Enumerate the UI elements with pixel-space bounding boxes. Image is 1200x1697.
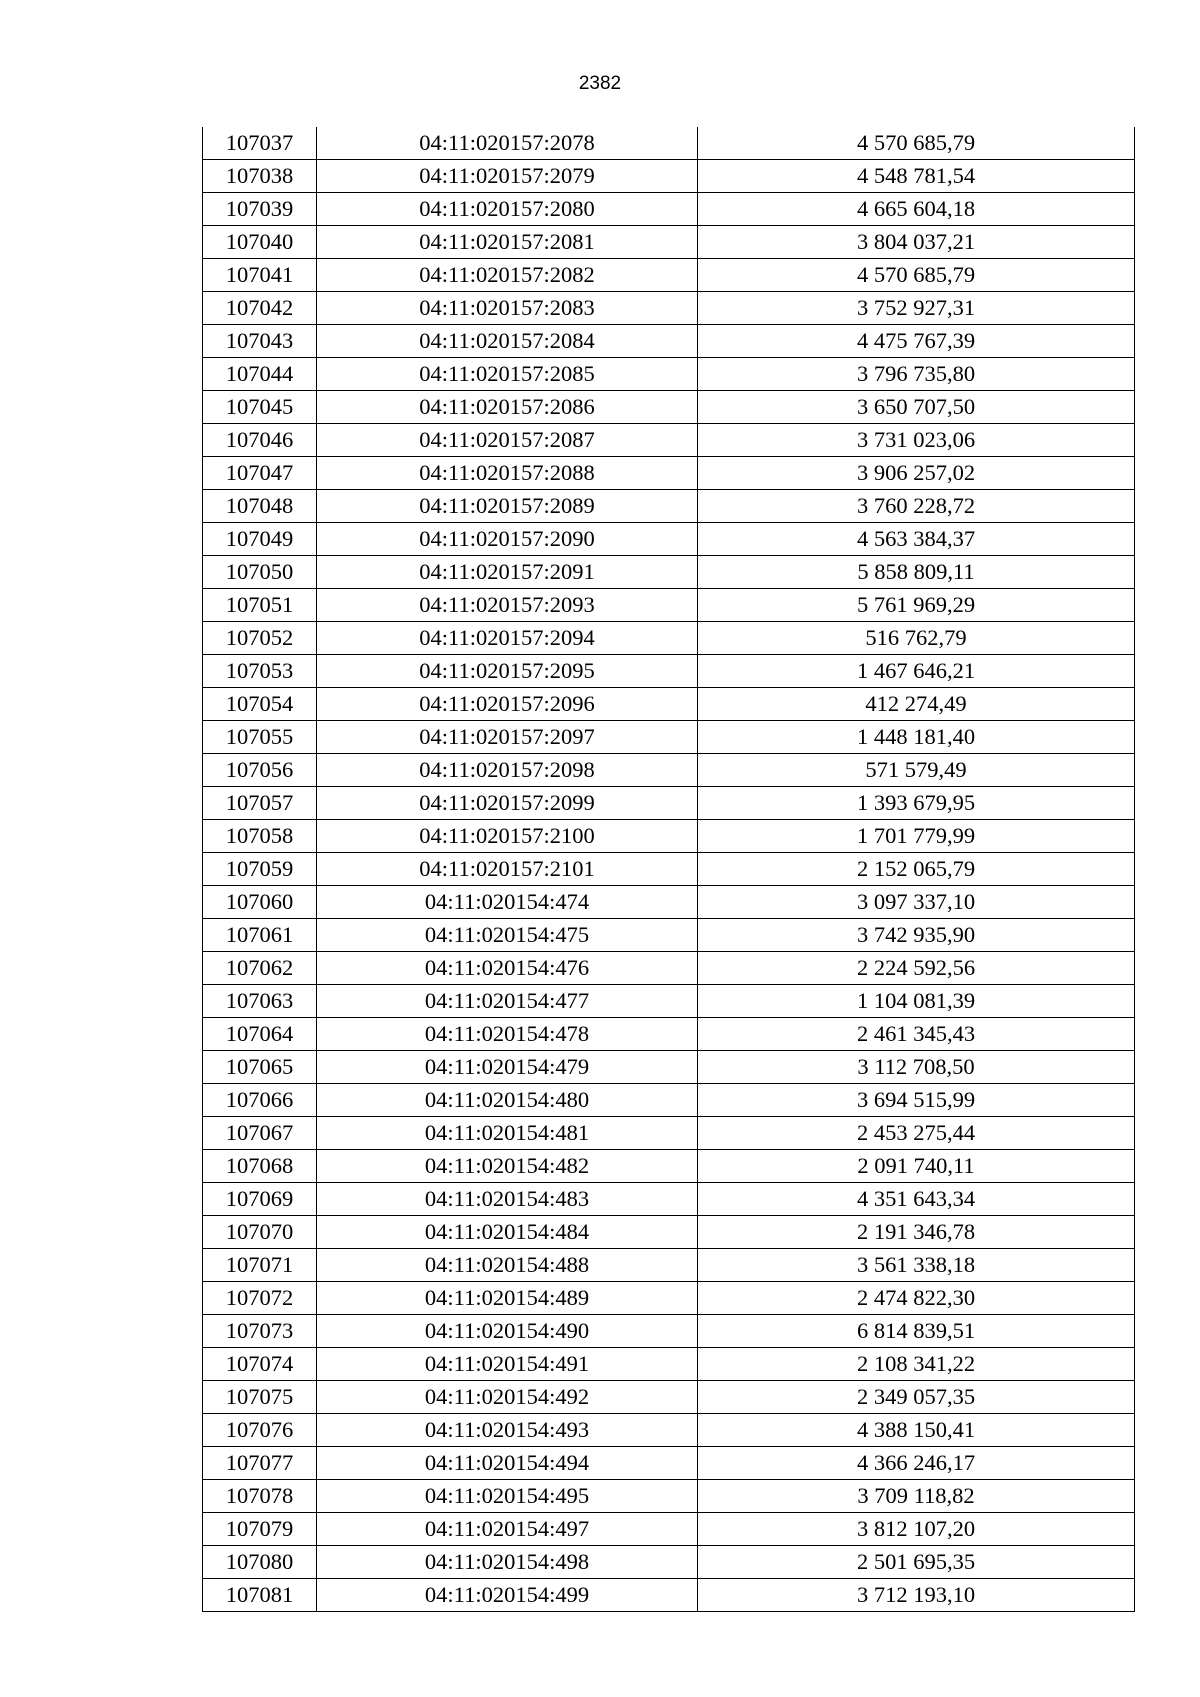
row-number-cell: 107065 (203, 1051, 317, 1084)
cadastral-number-cell: 04:11:020154:495 (317, 1480, 698, 1513)
row-number-cell: 107061 (203, 919, 317, 952)
row-number-cell: 107059 (203, 853, 317, 886)
row-number-cell: 107056 (203, 754, 317, 787)
cadastral-value-cell: 3 097 337,10 (698, 886, 1135, 919)
cadastral-number-cell: 04:11:020154:497 (317, 1513, 698, 1546)
cadastral-value-cell: 2 108 341,22 (698, 1348, 1135, 1381)
cadastral-value-cell: 2 501 695,35 (698, 1546, 1135, 1579)
cadastral-value-cell: 5 761 969,29 (698, 589, 1135, 622)
cadastral-number-cell: 04:11:020154:483 (317, 1183, 698, 1216)
table-row (203, 1381, 1135, 1414)
cadastral-number-cell: 04:11:020154:475 (317, 919, 698, 952)
cadastral-number-cell: 04:11:020157:2085 (317, 358, 698, 391)
row-number-cell: 107068 (203, 1150, 317, 1183)
cadastral-value-cell: 3 906 257,02 (698, 457, 1135, 490)
cadastral-value-cell: 2 453 275,44 (698, 1117, 1135, 1150)
row-number-cell: 107048 (203, 490, 317, 523)
cadastral-value-cell: 3 561 338,18 (698, 1249, 1135, 1282)
cadastral-number-cell: 04:11:020157:2081 (317, 226, 698, 259)
row-number-cell: 107041 (203, 259, 317, 292)
row-number-cell: 107075 (203, 1381, 317, 1414)
cadastral-value-cell: 571 579,49 (698, 754, 1135, 787)
cadastral-value-cell: 3 804 037,21 (698, 226, 1135, 259)
row-number-cell: 107053 (203, 655, 317, 688)
table-row (203, 325, 1135, 358)
cadastral-value-cell: 4 351 643,34 (698, 1183, 1135, 1216)
row-number-cell: 107042 (203, 292, 317, 325)
cadastral-number-cell: 04:11:020157:2098 (317, 754, 698, 787)
row-number-cell: 107060 (203, 886, 317, 919)
table-row (203, 358, 1135, 391)
table-row (203, 1183, 1135, 1216)
row-number-cell: 107070 (203, 1216, 317, 1249)
table-row (203, 754, 1135, 787)
cadastral-number-cell: 04:11:020154:479 (317, 1051, 698, 1084)
table-row (203, 1084, 1135, 1117)
cadastral-value-cell: 6 814 839,51 (698, 1315, 1135, 1348)
cadastral-number-cell: 04:11:020154:493 (317, 1414, 698, 1447)
table-row (203, 127, 1135, 160)
cadastral-number-cell: 04:11:020157:2090 (317, 523, 698, 556)
cadastral-number-cell: 04:11:020154:498 (317, 1546, 698, 1579)
row-number-cell: 107039 (203, 193, 317, 226)
row-number-cell: 107071 (203, 1249, 317, 1282)
row-number-cell: 107078 (203, 1480, 317, 1513)
table-row (203, 391, 1135, 424)
cadastral-value-cell: 1 467 646,21 (698, 655, 1135, 688)
cadastral-number-cell: 04:11:020157:2093 (317, 589, 698, 622)
row-number-cell: 107045 (203, 391, 317, 424)
cadastral-value-cell: 3 752 927,31 (698, 292, 1135, 325)
cadastral-number-cell: 04:11:020157:2091 (317, 556, 698, 589)
table-row (203, 787, 1135, 820)
row-number-cell: 107051 (203, 589, 317, 622)
cadastral-number-cell: 04:11:020157:2079 (317, 160, 698, 193)
cadastral-value-cell: 3 112 708,50 (698, 1051, 1135, 1084)
row-number-cell: 107069 (203, 1183, 317, 1216)
row-number-cell: 107062 (203, 952, 317, 985)
table-row (203, 820, 1135, 853)
row-number-cell: 107050 (203, 556, 317, 589)
cadastral-value-cell: 3 731 023,06 (698, 424, 1135, 457)
cadastral-value-cell: 3 709 118,82 (698, 1480, 1135, 1513)
cadastral-value-cell: 2 474 822,30 (698, 1282, 1135, 1315)
cadastral-number-cell: 04:11:020157:2080 (317, 193, 698, 226)
page-number: 2382 (578, 73, 622, 94)
cadastral-value-cell: 4 665 604,18 (698, 193, 1135, 226)
row-number-cell: 107052 (203, 622, 317, 655)
cadastral-value-cell: 4 570 685,79 (698, 259, 1135, 292)
cadastral-number-cell: 04:11:020154:492 (317, 1381, 698, 1414)
row-number-cell: 107063 (203, 985, 317, 1018)
cadastral-value-cell: 4 388 150,41 (698, 1414, 1135, 1447)
table-row (203, 985, 1135, 1018)
cadastral-value-cell: 2 461 345,43 (698, 1018, 1135, 1051)
cadastral-value-cell: 2 191 346,78 (698, 1216, 1135, 1249)
cadastral-number-cell: 04:11:020154:474 (317, 886, 698, 919)
cadastral-number-cell: 04:11:020157:2083 (317, 292, 698, 325)
cadastral-value-cell: 3 694 515,99 (698, 1084, 1135, 1117)
table-row (203, 193, 1135, 226)
row-number-cell: 107064 (203, 1018, 317, 1051)
row-number-cell: 107055 (203, 721, 317, 754)
row-number-cell: 107047 (203, 457, 317, 490)
table-row (203, 556, 1135, 589)
table-body (203, 127, 1135, 1612)
cadastral-value-cell: 1 448 181,40 (698, 721, 1135, 754)
row-number-cell: 107049 (203, 523, 317, 556)
table-row (203, 160, 1135, 193)
table-row (203, 1414, 1135, 1447)
row-number-cell: 107043 (203, 325, 317, 358)
cadastral-value-cell: 1 104 081,39 (698, 985, 1135, 1018)
table-row (203, 1249, 1135, 1282)
cadastral-number-cell: 04:11:020154:482 (317, 1150, 698, 1183)
cadastral-number-cell: 04:11:020157:2082 (317, 259, 698, 292)
table-row (203, 292, 1135, 325)
cadastral-number-cell: 04:11:020154:478 (317, 1018, 698, 1051)
row-number-cell: 107040 (203, 226, 317, 259)
row-number-cell: 107080 (203, 1546, 317, 1579)
cadastral-number-cell: 04:11:020157:2094 (317, 622, 698, 655)
cadastral-number-cell: 04:11:020157:2078 (317, 127, 698, 160)
table-row (203, 1216, 1135, 1249)
cadastral-number-cell: 04:11:020154:480 (317, 1084, 698, 1117)
cadastral-value-cell: 3 812 107,20 (698, 1513, 1135, 1546)
cadastral-value-cell: 3 742 935,90 (698, 919, 1135, 952)
row-number-cell: 107046 (203, 424, 317, 457)
cadastral-number-cell: 04:11:020154:490 (317, 1315, 698, 1348)
cadastral-value-cell: 1 393 679,95 (698, 787, 1135, 820)
row-number-cell: 107066 (203, 1084, 317, 1117)
cadastral-number-cell: 04:11:020154:491 (317, 1348, 698, 1381)
cadastral-value-table (202, 127, 1135, 1612)
row-number-cell: 107081 (203, 1579, 317, 1612)
table-row (203, 1513, 1135, 1546)
table-row (203, 1018, 1135, 1051)
cadastral-value-cell: 2 091 740,11 (698, 1150, 1135, 1183)
row-number-cell: 107074 (203, 1348, 317, 1381)
row-number-cell: 107076 (203, 1414, 317, 1447)
cadastral-value-cell: 4 366 246,17 (698, 1447, 1135, 1480)
table-row (203, 490, 1135, 523)
table-row (203, 457, 1135, 490)
cadastral-number-cell: 04:11:020154:494 (317, 1447, 698, 1480)
cadastral-number-cell: 04:11:020157:2097 (317, 721, 698, 754)
cadastral-value-cell: 412 274,49 (698, 688, 1135, 721)
table-row (203, 259, 1135, 292)
table-row (203, 1051, 1135, 1084)
table-row (203, 1447, 1135, 1480)
cadastral-number-cell: 04:11:020157:2086 (317, 391, 698, 424)
table-row (203, 721, 1135, 754)
cadastral-number-cell: 04:11:020157:2087 (317, 424, 698, 457)
row-number-cell: 107054 (203, 688, 317, 721)
cadastral-number-cell: 04:11:020154:476 (317, 952, 698, 985)
cadastral-number-cell: 04:11:020157:2084 (317, 325, 698, 358)
cadastral-number-cell: 04:11:020157:2095 (317, 655, 698, 688)
table-row (203, 853, 1135, 886)
cadastral-number-cell: 04:11:020154:484 (317, 1216, 698, 1249)
cadastral-number-cell: 04:11:020157:2096 (317, 688, 698, 721)
cadastral-number-cell: 04:11:020154:481 (317, 1117, 698, 1150)
row-number-cell: 107044 (203, 358, 317, 391)
cadastral-value-cell: 4 475 767,39 (698, 325, 1135, 358)
table-row (203, 1579, 1135, 1612)
cadastral-number-cell: 04:11:020154:488 (317, 1249, 698, 1282)
row-number-cell: 107072 (203, 1282, 317, 1315)
table-row (203, 655, 1135, 688)
table-row (203, 1315, 1135, 1348)
cadastral-value-cell: 4 548 781,54 (698, 160, 1135, 193)
row-number-cell: 107067 (203, 1117, 317, 1150)
table-row (203, 1480, 1135, 1513)
row-number-cell: 107037 (203, 127, 317, 160)
table-row (203, 226, 1135, 259)
row-number-cell: 107058 (203, 820, 317, 853)
cadastral-value-cell: 4 570 685,79 (698, 127, 1135, 160)
cadastral-number-cell: 04:11:020154:477 (317, 985, 698, 1018)
cadastral-number-cell: 04:11:020157:2089 (317, 490, 698, 523)
cadastral-value-cell: 3 650 707,50 (698, 391, 1135, 424)
table-row (203, 919, 1135, 952)
table-row (203, 589, 1135, 622)
cadastral-number-cell: 04:11:020157:2099 (317, 787, 698, 820)
row-number-cell: 107057 (203, 787, 317, 820)
cadastral-value-cell: 4 563 384,37 (698, 523, 1135, 556)
table-row (203, 688, 1135, 721)
cadastral-number-cell: 04:11:020157:2100 (317, 820, 698, 853)
row-number-cell: 107073 (203, 1315, 317, 1348)
cadastral-number-cell: 04:11:020157:2101 (317, 853, 698, 886)
table-row (203, 952, 1135, 985)
cadastral-value-cell: 5 858 809,11 (698, 556, 1135, 589)
table-row (203, 622, 1135, 655)
cadastral-value-cell: 516 762,79 (698, 622, 1135, 655)
table-row (203, 1150, 1135, 1183)
table-row (203, 886, 1135, 919)
row-number-cell: 107038 (203, 160, 317, 193)
table-row (203, 1282, 1135, 1315)
table-row (203, 1348, 1135, 1381)
cadastral-number-cell: 04:11:020157:2088 (317, 457, 698, 490)
cadastral-value-cell: 3 760 228,72 (698, 490, 1135, 523)
cadastral-value-cell: 2 349 057,35 (698, 1381, 1135, 1414)
cadastral-number-cell: 04:11:020154:489 (317, 1282, 698, 1315)
table-row (203, 424, 1135, 457)
cadastral-value-cell: 3 712 193,10 (698, 1579, 1135, 1612)
cadastral-value-cell: 2 224 592,56 (698, 952, 1135, 985)
cadastral-value-cell: 2 152 065,79 (698, 853, 1135, 886)
row-number-cell: 107077 (203, 1447, 317, 1480)
cadastral-number-cell: 04:11:020154:499 (317, 1579, 698, 1612)
cadastral-value-cell: 3 796 735,80 (698, 358, 1135, 391)
row-number-cell: 107079 (203, 1513, 317, 1546)
cadastral-value-cell: 1 701 779,99 (698, 820, 1135, 853)
table-row (203, 523, 1135, 556)
table-row (203, 1117, 1135, 1150)
table-row (203, 1546, 1135, 1579)
